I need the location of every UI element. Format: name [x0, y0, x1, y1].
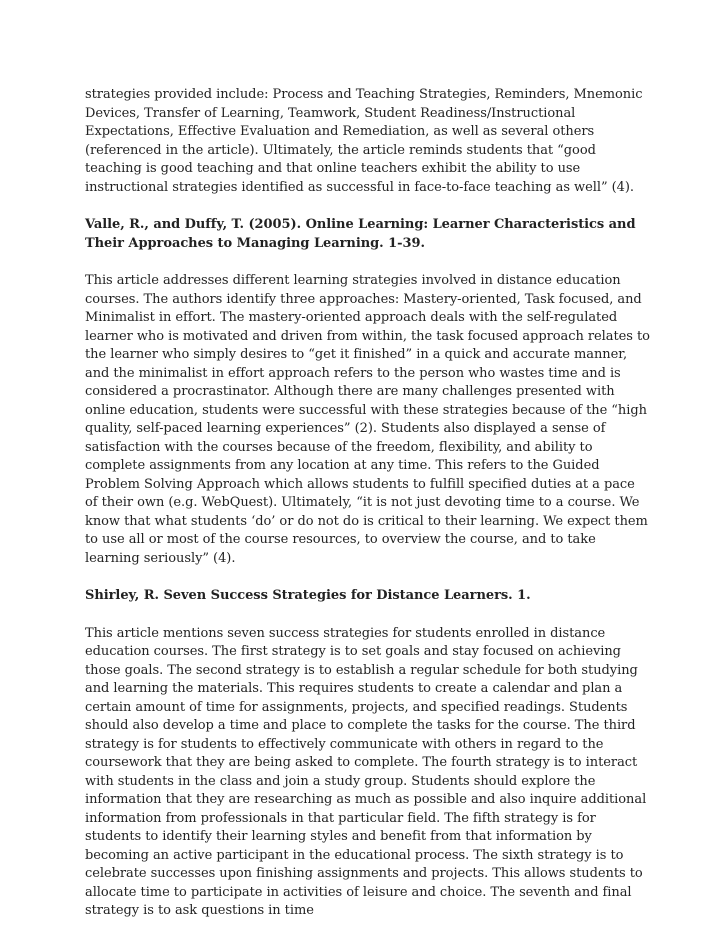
body-paragraph-3: This article mentions seven success strategies for students enrolled in distance education courses. The first strategy is to set goals and stay focused on achieving those goals. The second strategy is to establish a regular schedule for both studying and learning the materials. This requires students to create a calendar and plan a certain amount of time for assignments, projects, and specified readings. Students should also develop a time and place to complete the tasks for the course. The third strategy is for students to effectively communicate with others in regard to the coursework that they are being asked to complete. The fourth strategy is to interact with students in the class and join a study group. Students should explore the information that they are researching as much as possible and also inquire additional information from professionals in that particular field. The fifth strategy is for students to identify their learning styles and benefit from that information by becoming an active participant in the educational process. The sixth strategy is to celebrate successes upon finishing assignments and projects. This allows students to allocate time to participate in activities of leisure and choice. The seventh and final strategy is to ask questions in time	[85, 625, 647, 918]
body-paragraph-2: This article addresses different learning strategies involved in distance education courses. The authors identify three approaches: Mastery-oriented, Task focused, and Minimalist in effort. The mastery-oriented approach deals with the self-regulated learner who is motivated and driven from within, the task focused approach relates to the learner who simply desires to “get it finished” in a quick and accurate manner, and the minimalist in effort approach refers to the person who wastes time and is considered a procrastinator. Although there are many challenges presented with online education, students were successful with these strategies because of the “high quality, self-paced learning experiences” (2). Students also displayed a sense of satisfaction with the courses because of the freedom, flexibility, and ability to complete assignments from any location at any time. This refers to the Guided Problem Solving Approach which allows students to fulfill specified duties at a pace of their own (e.g. WebQuest). Ultimately, “it is not just devoting time to a course. We know that what students ‘do’ or do not do is critical to their learning. We expect them to use all or most of the course resources, to overview the course, and to take learning seriously” (4).	[85, 273, 650, 566]
body-paragraph-1: strategies provided include: Process and Teaching Strategies, Reminders, Mnemonic Devices, Transfer of Learning, Teamwork, Student Readiness/Instructional Expectations, Effective Evaluation and Remediation, as well as several others (referenced in the article). Ultimately, the article reminds students that “good teaching is good teaching and that online teachers exhibit the ability to use instructional strategies identified as successful in face-to-face teaching as well” (4).	[85, 87, 643, 195]
citation-shirley: Shirley, R. Seven Success Strategies for Distance Learners. 1.	[85, 588, 531, 603]
document-page	[85, 86, 650, 940]
citation-valle-duffy: Valle, R., and Duffy, T. (2005). Online Learning: Learner Characteristics and Their Approaches to Managing Learning. 1-39.	[85, 217, 636, 251]
